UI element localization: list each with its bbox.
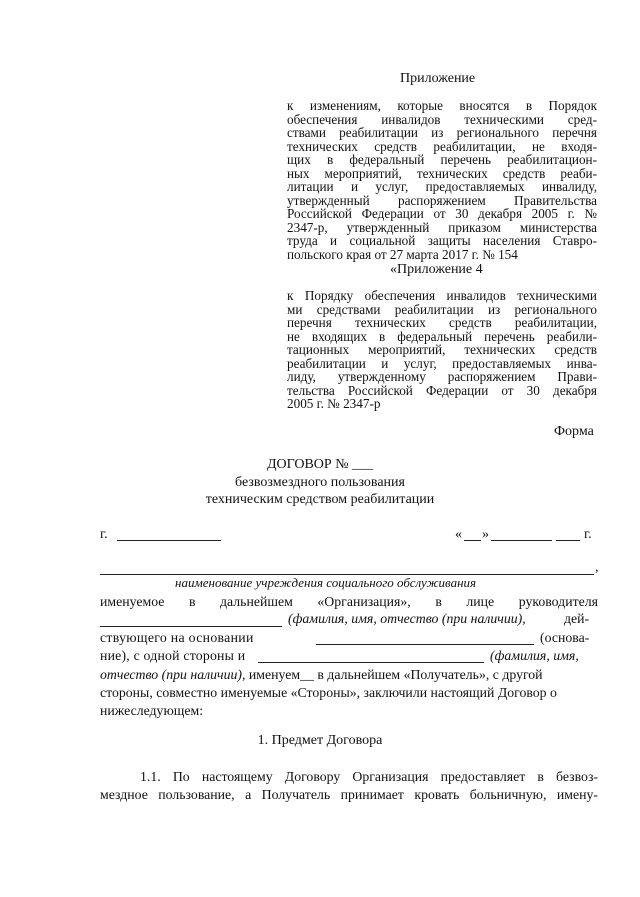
appendix-line: литации и услуг, предоставляемых инвалиду, xyxy=(287,179,597,194)
appendix-line: 2347-р, утвержденный приказом министерства xyxy=(287,219,597,235)
body-word: ние), с одной стороны и xyxy=(100,648,246,663)
body-word: именуем__ в дальнейшем «Получатель», с другой xyxy=(248,667,543,682)
body-word: дальнейшем xyxy=(220,594,293,609)
year-field[interactable] xyxy=(556,540,580,541)
trailing-comma: , xyxy=(595,560,599,575)
month-field[interactable] xyxy=(491,540,552,541)
appendix-line: польского края от 27 марта 2017 г. № 154 xyxy=(287,246,518,262)
basis-field[interactable] xyxy=(316,644,534,645)
appendix4-line: лиду, утвержденному распоряжением Прави- xyxy=(287,369,597,384)
appendix4-line: к Порядку обеспечения инвалидов техническими xyxy=(287,288,597,303)
body-word: ствующего на основании xyxy=(100,630,254,645)
body-line: нижеследующем: xyxy=(100,703,204,718)
contract-subtitle: безвозмездного пользования xyxy=(235,475,405,490)
body-word: в xyxy=(188,594,196,609)
institution-caption: наименование учреждения социального обслуживания xyxy=(175,575,477,590)
appendix-heading: Приложение xyxy=(400,71,476,86)
recipient-caption: отчество (при наличии), xyxy=(100,667,246,682)
body-word: «Организация», xyxy=(317,594,411,609)
appendix-line: ствами реабилитации из регионального перечня xyxy=(287,125,597,140)
appendix4-line: ми средствами реабилитации из регионального xyxy=(287,301,597,317)
appendix-line: обеспечения инвалидов техническими сред- xyxy=(287,111,597,127)
city-field[interactable] xyxy=(117,540,221,541)
body-word: именуемое xyxy=(100,594,165,609)
appendix-line: к изменениям, которые вносятся в Порядок xyxy=(287,98,597,113)
appendix-line: утвержденный распоряжением Правительства xyxy=(287,192,597,208)
body-line xyxy=(100,593,598,611)
section-paragraph-line: 1.1. По настоящему Договору Организация предоставляет в безвоз- xyxy=(140,769,598,784)
body-word: в xyxy=(435,594,442,609)
contract-title: ДОГОВОР № ___ xyxy=(266,457,374,472)
recipient-caption: (фамилия, имя, xyxy=(490,648,579,663)
section-paragraph-line: мездное пользование, а Получатель принимает кровать больничную, имену- xyxy=(100,787,598,802)
date-quote-close: » xyxy=(482,527,489,542)
form-label: Форма xyxy=(554,424,594,439)
body-word: (основа- xyxy=(540,630,590,645)
appendix4-line: 2005 г. № 2347-р xyxy=(287,396,381,411)
appendix-line: ных мероприятий, технических средств реаби- xyxy=(287,165,597,181)
appendix4-line: тельства Российской Федерации от 30 декабря xyxy=(287,382,597,398)
appendix4-line: не входящих в федеральный перечень реабили- xyxy=(287,328,597,344)
recipient-name-field[interactable] xyxy=(258,662,484,663)
director-caption: (фамилия, имя, отчество (при наличии), xyxy=(288,611,526,626)
body-word: руководителя xyxy=(518,594,598,609)
city-prefix: г. xyxy=(100,527,108,542)
contract-subtitle: техническим средством реабилитации xyxy=(205,492,435,507)
appendix-line: Российской Федерации от 30 декабря 2005 г. № xyxy=(287,206,597,221)
day-field[interactable] xyxy=(464,540,481,541)
appendix-line: труда и социальной защиты населения Ставро- xyxy=(287,233,597,248)
appendix4-line: реабилитации и услуг, предоставляемых инва- xyxy=(287,355,597,371)
year-suffix: г. xyxy=(584,527,592,542)
appendix-line: щих в федеральный перечень реабилитацион- xyxy=(287,152,597,167)
director-name-field[interactable] xyxy=(100,626,282,627)
appendix4-line: тационных мероприятий, технических средств xyxy=(287,342,597,357)
body-line xyxy=(100,666,598,684)
appendix-line: технических средств реабилитации, не входя- xyxy=(287,138,597,154)
section-heading: 1. Предмет Договора xyxy=(257,733,383,748)
body-word: дей- xyxy=(564,611,590,626)
body-word: лице xyxy=(466,594,495,609)
appendix4-line: перечня технических средств реабилитации, xyxy=(287,315,597,330)
date-quote-open: « xyxy=(455,527,462,542)
appendix4-heading: «Приложение 4 xyxy=(390,262,483,277)
body-line: стороны, совместно именуемые «Стороны», заключили настоящий Договор о xyxy=(100,685,557,700)
